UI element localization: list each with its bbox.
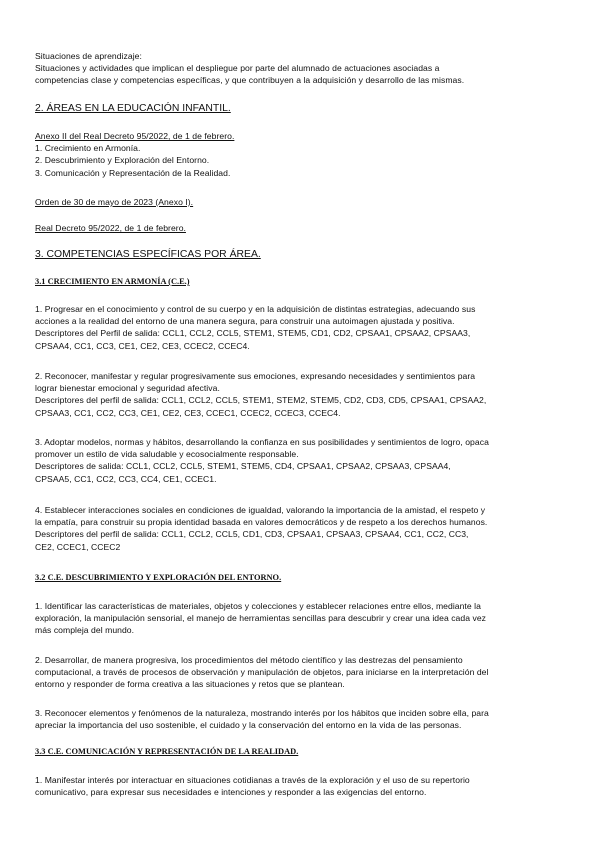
area-item: 1. Crecimiento en Armonía. xyxy=(35,143,141,154)
subsection-title-3-1: 3.1 CRECIMIENTO EN ARMONÍA (C.E.) xyxy=(35,277,190,286)
area-item: 2. Descubrimiento y Exploración del Entorno. xyxy=(35,155,210,166)
competency-line: CE2, CCEC1, CCEC2 xyxy=(35,541,121,552)
subsection-title-3-3: 3.3 C.E. COMUNICACIÓN Y REPRESENTACIÓN DE LA REALIDAD. xyxy=(35,747,299,756)
competency-line: lograr bienestar emocional y seguridad afectiva. xyxy=(35,383,220,394)
competency-item xyxy=(35,370,565,419)
competency-line: computacional, a través de procesos de observación y manipulación de objetos, para iniciarse en la interpretación del xyxy=(35,667,489,678)
section-2-title: 2. ÁREAS EN LA EDUCACIÓN INFANTIL. xyxy=(35,103,231,114)
competency-line: Descriptores del perfil de salida: CCL1, CCL2, CCL5, CD1, CD3, CPSAA1, CPSAA3, CPSAA4, CC1, CC2, CC3, xyxy=(35,529,469,540)
competency-item xyxy=(35,600,565,637)
intro-heading: Situaciones de aprendizaje: xyxy=(35,51,142,61)
competency-line: comunicativo, para expresar sus necesidades e intenciones y responder a las exigencias del entorno. xyxy=(35,787,427,798)
annex-reference: Anexo II del Real Decreto 95/2022, de 1 de febrero. xyxy=(35,131,235,141)
competency-line: CPSAA5, CC1, CC2, CC3, CC4, CE1, CCEC1. xyxy=(35,473,217,484)
competency-line: CPSAA4, CC1, CC3, CE1, CE2, CE3, CCEC2, CCEC4. xyxy=(35,340,250,351)
intro-text-line: Situaciones y actividades que implican el despliegue por parte del alumnado de actuaciones asociadas a xyxy=(35,63,440,74)
subsection-title-3-2: 3.2 C.E. DESCUBRIMIENTO Y EXPLORACIÓN DEL ENTORNO. xyxy=(35,573,282,582)
competency-line: CPSAA3, CC1, CC2, CC3, CE1, CE2, CE3, CCEC1, CCEC2, CCEC3, CCEC4. xyxy=(35,407,341,418)
competency-line: la empatía, para construir su propia identidad basada en valores democráticos y de respeto a los derechos humanos. xyxy=(35,517,488,528)
competency-line: 3. Reconocer elementos y fenómenos de la naturaleza, mostrando interés por los hábitos que inciden sobre ella, para xyxy=(35,708,489,718)
competency-item xyxy=(35,707,565,731)
competency-item xyxy=(35,303,565,352)
areas-block xyxy=(35,130,565,179)
competency-line: 2. Desarrollar, de manera progresiva, los procedimientos del método científico y las destrezas del pensamiento xyxy=(35,655,463,665)
competency-line: 1. Identificar las características de materiales, objetos y colecciones y establecer relaciones entre ellos, mediante la xyxy=(35,601,481,611)
competency-item xyxy=(35,774,565,798)
competency-line: promover un estilo de vida saludable y ecosocialmente responsable. xyxy=(35,449,299,460)
competency-line: 4. Establecer interacciones sociales en condiciones de igualdad, valorando la importancia de la amistad, el respeto y xyxy=(35,505,486,515)
competency-item xyxy=(35,654,565,691)
real-decreto-reference: Real Decreto 95/2022, de 1 de febrero. xyxy=(35,223,186,233)
intro-text-line: competencias clase y competencias específicas, y que contribuyen a la adquisición y desarrollo de las mismas. xyxy=(35,75,465,86)
competency-line: apreciar la importancia del uso sostenible, el cuidado y la conservación del entorno en la vida de las personas. xyxy=(35,720,462,731)
section-3-title: 3. COMPETENCIAS ESPECÍFICAS POR ÁREA. xyxy=(35,249,261,260)
competency-line: más compleja del mundo. xyxy=(35,625,135,636)
competency-line: 1. Progresar en el conocimiento y control de su cuerpo y en la adquisición de distintas estrategias, adecuando sus xyxy=(35,304,476,314)
competency-line: Descriptores del perfil de salida: CCL1, CCL2, CCL5, STEM1, STEM2, STEM5, CD2, CD3, CD5, CPSAA1, CPSAA2, xyxy=(35,395,487,406)
competency-line: acciones a la realidad del entorno de una manera segura, para construir una autoimagen ajustada y positiva. xyxy=(35,316,455,327)
competency-line: 1. Manifestar interés por interactuar en situaciones cotidianas a través de la exploración y el uso de su repertorio xyxy=(35,775,470,785)
competency-item xyxy=(35,436,565,485)
competency-item xyxy=(35,504,565,553)
area-item: 3. Comunicación y Representación de la Realidad. xyxy=(35,167,231,178)
intro-block xyxy=(35,50,565,87)
competency-line: 2. Reconocer, manifestar y regular progresivamente sus emociones, expresando necesidades y sentimientos para xyxy=(35,371,476,381)
competency-line: exploración, la manipulación sensorial, el manejo de herramientas sencillas para descubrir y crear una idea cada vez xyxy=(35,613,487,624)
competency-line: Descriptores del Perfil de salida: CCL1, CCL2, CCL5, STEM1, STEM5, CD1, CD2, CPSAA1, CPSAA2, CPSAA3, xyxy=(35,328,471,339)
competency-line: 3. Adoptar modelos, normas y hábitos, desarrollando la confianza en sus posibilidades y sentimientos de logro, opaca xyxy=(35,437,489,447)
competency-line: entorno y responder de forma creativa a las situaciones y retos que se plantean. xyxy=(35,679,345,690)
orden-reference: Orden de 30 de mayo de 2023 (Anexo I). xyxy=(35,197,194,207)
competency-line: Descriptores de salida: CCL1, CCL2, CCL5, STEM1, STEM5, CD4, CPSAA1, CPSAA2, CPSAA3, CPSAA4, xyxy=(35,461,451,472)
